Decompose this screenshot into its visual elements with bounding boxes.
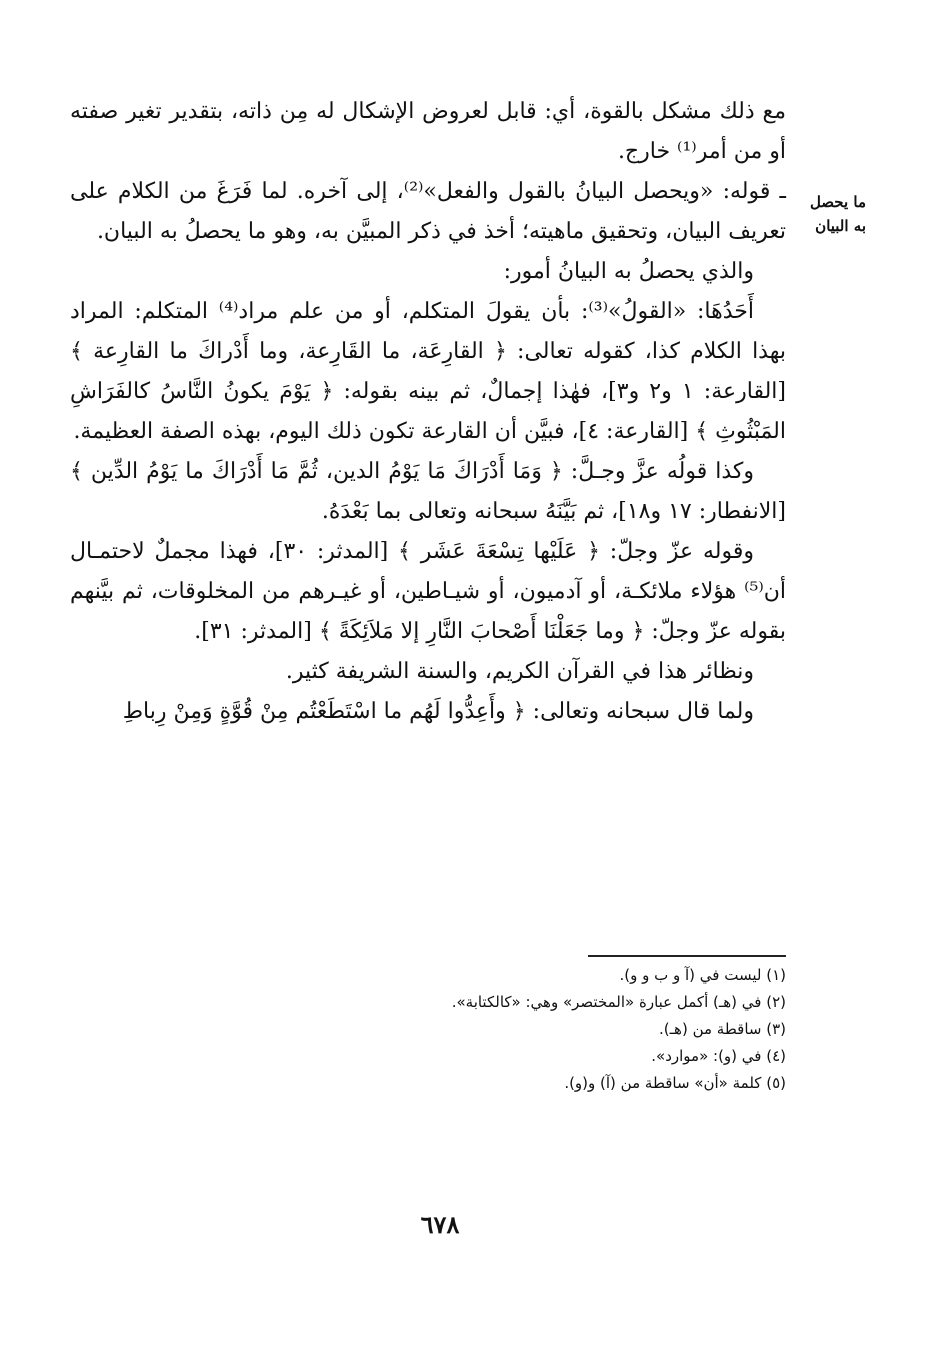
footnote-5: (٥) كلمة «أن» ساقطة من (آ) و(و). [564, 1074, 786, 1092]
paragraph-7: ونظائر هذا في القرآن الكريم، والسنة الشريفة كثير. [285, 659, 754, 684]
footnote-1: (١) ليست في (آ و ب و و). [619, 966, 786, 984]
paragraph-4: أَحَدُهَا: «القولُ»⁽³⁾: بأن يقولَ المتكلم، أو من علم مراد⁽⁴⁾ المتكلم: المراد بهذا الكلام كذا، كقوله تعالى: ﴿ القارِعَة، ما القَارِعة، وما أَدْراكَ ما القارِعة ﴾ [القارعة: ١ و٢ و٣]، فهٰذا إجمالٌ، ثم بينه بقوله: ﴿ يَوْمَ يكونُ النَّاسُ كالفَرَاشِ المَبْثُوثِ ﴾ [القارعة: ٤]، فبيَّن أن القارعة تكون ذلك اليوم، بهذه الصفة العظيمة. [70, 299, 786, 444]
footnotes [380, 962, 786, 1097]
paragraph-6: وقوله عزّ وجلّ: ﴿ عَلَيْها تِسْعَةَ عَشَر ﴾ [المدثر: ٣٠]، فهذا مجملٌ لاحتمـال أن⁽⁵⁾ هؤلاء ملائكـة، أو آدميون، أو شيـاطين، أو غيـرهم من المخلوقات، ثم بيَّنهم بقوله عزّ وجلّ: ﴿ وما جَعَلْنَا أَصْحابَ النَّارِ إلا مَلاَئِكَةً ﴾ [المدثر: ٣١]. [70, 539, 786, 644]
paragraph-8: ولما قال سبحانه وتعالى: ﴿ وأَعِدُّوا لَهُم ما اسْتَطَعْتُم مِنْ قُوَّةٍ وَمِنْ رِباطِ [122, 699, 754, 724]
page-number: ٦٧٨ [420, 1210, 460, 1239]
footnote-4: (٤) في (و): «موارد». [651, 1047, 786, 1065]
main-text [70, 92, 786, 732]
footnote-3: (٣) ساقطة من (هـ). [659, 1020, 786, 1038]
footnote-divider [588, 955, 786, 957]
footnote-2: (٢) في (هـ) أكمل عبارة «المختصر» وهي: «كالكتابة». [451, 993, 786, 1011]
paragraph-3: والذي يحصلُ به البيانُ أمور: [503, 259, 754, 284]
paragraph-2: ـ قوله: «ويحصل البيانُ بالقول والفعل»⁽²⁾، إلى آخره. لما فَرَغَ من الكلام على تعريف البيان، وتحقيق ماهيته؛ أخذ في ذكر المبيَّن به، وهو ما يحصلُ به البيان. [70, 179, 786, 244]
margin-heading: ما يحصل به البيان [809, 193, 866, 235]
paragraph-1: مع ذلك مشكل بالقوة، أي: قابل لعروض الإشكال له مِن ذاته، بتقدير تغير صفته أو من أمر⁽¹⁾ خارج. [70, 99, 786, 164]
paragraph-5: وكذا قولُه عزَّ وجـلَّ: ﴿ وَمَا أَدْرَاكَ مَا يَوْمُ الدين، ثُمَّ مَا أَدْرَاكَ ما يَوْمُ الدِّين ﴾ [الانفطار: ١٧ و١٨]، ثم بَيَّنَهُ سبحانه وتعالى بما بَعْدَهُ. [70, 459, 786, 524]
